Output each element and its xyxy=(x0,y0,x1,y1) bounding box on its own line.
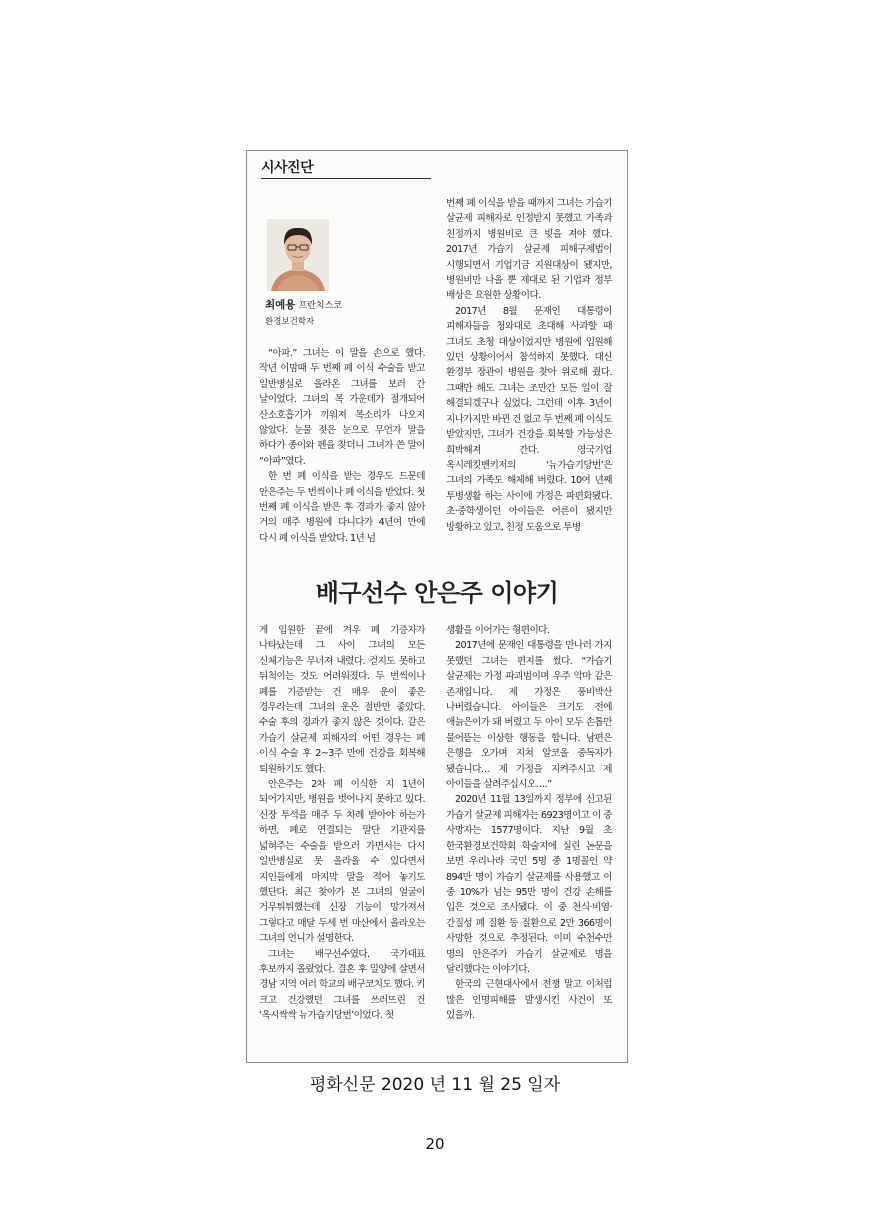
paragraph: 그녀는 배구선수였다. 국가대표 후보까지 올랐었다. 결혼 후 밀양에 살면서 경남 지역 여러 학교의 배구코치도 했다. 키 크고 건강했던 그녀를 쓰러뜨린 건 ‘옥시싹싹 뉴가습기당번’이었다. 첫 xyxy=(259,948,425,1022)
page-number: 20 xyxy=(425,1135,445,1153)
section-divider xyxy=(261,178,431,179)
paragraph: 한국의 근현대사에서 전쟁 말고 이처럼 많은 인명피해를 발생시킨 사건이 또 있을까. xyxy=(446,979,612,1022)
author-baptismal-name: 프란치스코 xyxy=(298,301,342,311)
article-headline: 배구선수 안은주 이야기 xyxy=(315,578,559,607)
author-photo xyxy=(267,219,329,291)
paragraph: 번째 폐 이식을 받을 때까지 그녀는 가습기 살균제 피해자로 인정받지 못했고 가족과 친정까지 병원비로 큰 빚을 져야 했다. 2017년 가습기 살균제 피해구제법이 시행되면서 기업기금 지원대상이 됐지만, 병원비만 나올 뿐 제대로 된 기업과 정부 배상은 요원한 상황이다. xyxy=(446,198,612,302)
source-caption: 평화신문 2020 년 11 월 25 일자 xyxy=(309,1075,561,1095)
paragraph: 2017년에 문재인 대통령을 만나러 가지 못했던 그녀는 편지를 썼다. “가습기 살균제는 가정 파괴범이며 우주 악마 같은 존재입니다. 제 가정은 풍비박산 나버렸습니다. 아이들은 크기도 전에 애늙은이가 돼 버렸고 두 아이 모두 손톱만 물어뜯는 이상한 행동을 합니다. 남편은 은행을 오가며 지쳐 알코올 중독자가 됐습니다… 제 가정을 지켜주시고 제 아이들을 살려주십시오….” xyxy=(446,640,612,791)
article-column-4 xyxy=(446,623,612,1024)
paragraph: 생활을 이어가는 형편이다. xyxy=(446,625,550,636)
author-affiliation: 환경보건학자 xyxy=(265,317,315,327)
newspaper-clipping xyxy=(246,150,628,1063)
paragraph: 게 입원한 끝에 겨우 폐 기증자가 나타났는데 그 사이 그녀의 모든 신체기능은 무너져 내렸다. 걷지도 못하고 뒤척이는 것도 어려워졌다. 두 번씩이나 폐를 기증받는 건 매우 운이 좋은 경우라는데 그녀의 운은 절반만 좋았다. 수술 후의 경과가 좋지 않은 것이다. 같은 가습기 살균제 피해자의 어떤 경우는 폐 이식 수술 후 2~3주 만에 건강을 회복해 퇴원하기도 했다. xyxy=(259,625,425,775)
author-name: 최예용 프란치스코 xyxy=(265,299,342,311)
article-column-2 xyxy=(446,196,612,535)
section-title: 시사진단 xyxy=(261,160,314,176)
article-column-1 xyxy=(259,346,425,546)
paragraph: 안은주는 2차 폐 이식한 지 1년이 되어가지만, 병원을 벗어나지 못하고 있다. 신장 투석을 매주 두 차례 받아야 하는가 하면, 폐로 연결되는 말단 기관지를 넓혀주는 수술을 받으러 가면서는 다시 일반병실로 못 올라올 수 있다면서 지인들에게 마지막 말을 적어 놓기도 했단다. 최근 찾아가 본 그녀의 얼굴이 거무튀튀했는데 신장 기능이 망가져서 그렇다고 매달 두세 번 마산에서 올라오는 그녀의 언니가 설명한다. xyxy=(259,779,425,945)
paragraph: 한 번 폐 이식을 받는 경우도 드문데 안은주는 두 번씩이나 폐 이식을 받았다. 첫 번째 폐 이식을 받은 후 경과가 좋지 않아 거의 매주 병원에 다니다가 4년여 만에 다시 폐 이식을 받았다. 1년 넘 xyxy=(259,471,425,544)
paragraph: “아파.” 그녀는 이 말을 손으로 했다. 작년 이맘때 두 번째 폐 이식 수술을 받고 일반병실로 올라온 그녀를 보러 간 날이었다. 그녀의 목 가운데가 절개되어 산소호흡기가 끼워져 목소리가 나오지 않았다. 눈물 젖은 눈으로 무언가 말을 하다가 종이와 펜을 찾더니 그녀가 쓴 말이 “아파”였다. xyxy=(259,348,425,467)
article-column-3 xyxy=(259,623,425,1024)
paragraph: 2020년 11월 13일까지 정부에 신고된 가습기 살균제 피해자는 6923명이고 이 중 사망자는 1577명이다. 지난 9월 초 한국환경보건학회 학술지에 실린 논문을 보면 우리나라 국민 5명 중 1명꼴인 약 894만 명이 가습기 살균제를 사용했고 이 중 10%가 넘는 95만 명이 건강 손해를 입은 것으로 조사됐다. 이 중 천식·비염·간질성 폐 질환 등 질환으로 2만 366명이 사망한 것으로 추정된다. 이미 수천수만 명의 안은주가 가습기 살균제로 명을 달리했다는 이야기다. xyxy=(446,794,612,975)
paragraph: 2017년 8월 문재인 대통령이 피해자들을 청와대로 초대해 사과할 때 그녀도 초청 대상이었지만 병원에 입원해 있던 상황이어서 참석하지 못했다. 대신 환경부 장관이 병원을 찾아 위로해 줬다. 그때만 해도 그녀는 조만간 모든 일이 잘 해결되겠구나 싶었다. 그런데 이후 3년이 지나가지만 바뀐 건 없고 두 번째 폐 이식도 받았지만, 그녀가 건강을 회복할 가능성은 희박해져 간다. 영국기업 옥시레킷벤키저의 ‘뉴가습기당번’은 그녀의 가족도 해체해 버렸다. 10여 년째 투병생활 하는 사이에 가정은 파편화됐다. 초·중학생이던 아이들은 어른이 됐지만 방황하고 있고, 친정 도움으로 투병 xyxy=(446,305,612,533)
